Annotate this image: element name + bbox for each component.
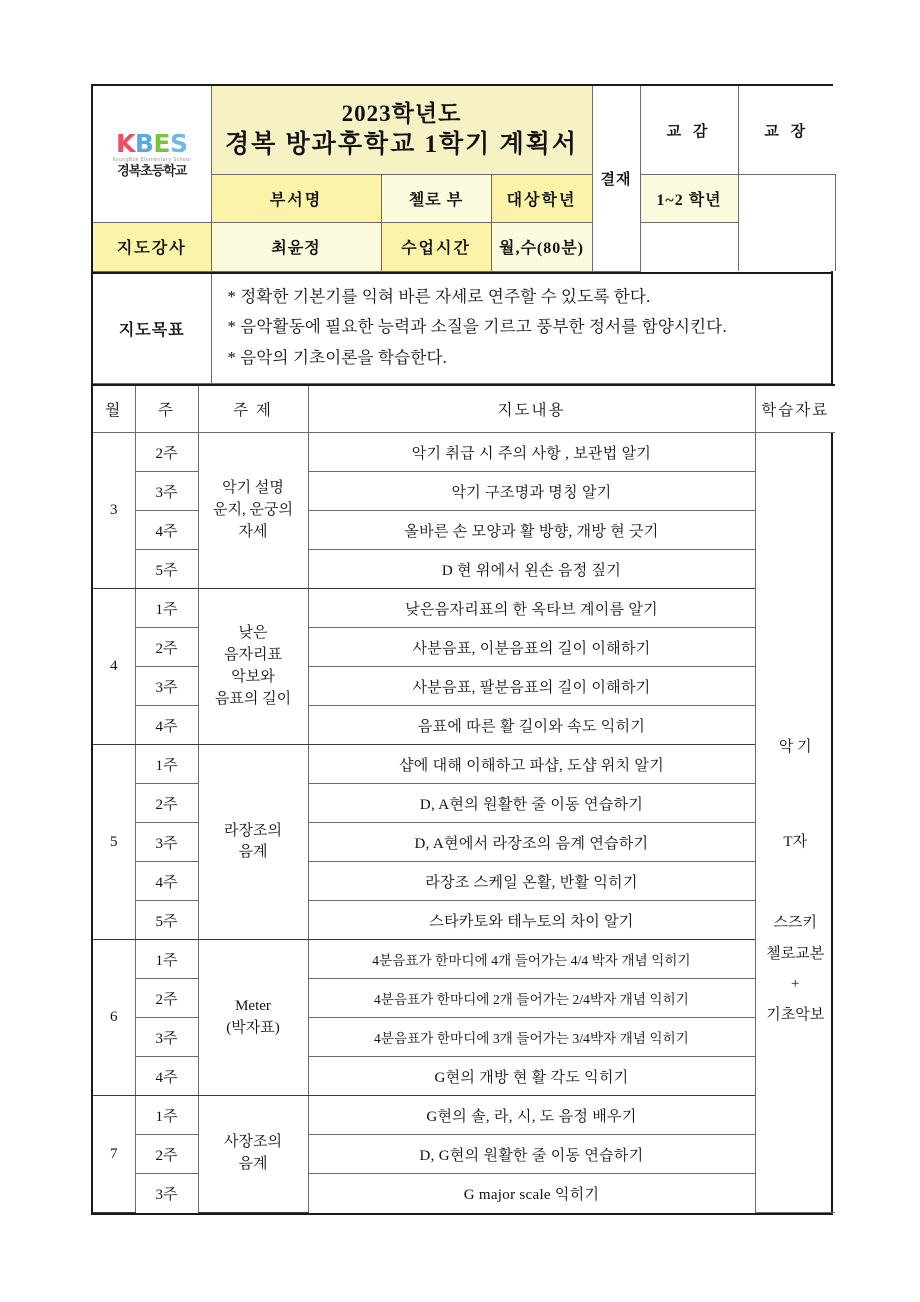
topic-cell-4: [198, 589, 308, 745]
label-instructor: 지도강사: [93, 223, 211, 271]
topic-line: (박자표): [226, 1019, 280, 1036]
week-cell: 2주: [135, 1135, 198, 1174]
goals-table: [93, 272, 831, 385]
week-cell: 3주: [135, 823, 198, 862]
column-header-topic: 주 제: [198, 385, 308, 433]
materials-cell: [755, 433, 835, 1213]
column-header-month: 월: [93, 385, 135, 433]
week-cell: 1주: [135, 745, 198, 784]
value-target-grade: 1~2 학년: [640, 175, 738, 223]
topic-line: 악기 설명: [222, 480, 284, 497]
week-cell: 3주: [135, 1018, 198, 1057]
table-row: [93, 940, 835, 979]
goals-label: 지도목표: [93, 273, 211, 384]
header-title-row: [93, 86, 835, 175]
approval-signature-vice-principal[interactable]: [738, 175, 835, 272]
topic-line: 사장조의: [224, 1134, 282, 1151]
topic-line: 악보와: [231, 668, 275, 685]
week-cell: 1주: [135, 589, 198, 628]
week-cell: 4주: [135, 862, 198, 901]
logo-korean-name: 경복초등학교: [117, 163, 187, 179]
content-cell: 사분음표, 팔분음표의 길이 이해하기: [308, 667, 755, 706]
content-cell: D, A현에서 라장조의 음계 연습하기: [308, 823, 755, 862]
goal-item-1: * 정확한 기본기를 익혀 바른 자세로 연주할 수 있도록 한다.: [227, 286, 651, 306]
goal-item-2: * 음악활동에 필요한 능력과 소질을 기르고 풍부한 정서를 함양시킨다.: [227, 317, 727, 337]
week-cell: 3주: [135, 472, 198, 511]
topic-line: 음계: [238, 844, 268, 861]
title-school-year: 2023학년도: [341, 101, 462, 126]
content-cell: 낮은음자리표의 한 옥타브 계이름 알기: [308, 589, 755, 628]
content-cell: G major scale 익히기: [308, 1174, 755, 1213]
value-class-time: 월,수(80분): [491, 223, 592, 271]
content-cell: 음표에 따른 활 길이와 속도 익히기: [308, 706, 755, 745]
topic-cell-7: [198, 1096, 308, 1213]
content-cell: 샵에 대해 이해하고 파샵, 도샵 위치 알기: [308, 745, 755, 784]
goal-item-3: * 음악의 기초이론을 학습한다.: [227, 348, 447, 368]
topic-line: 운지, 운궁의: [213, 501, 293, 518]
logo-english-name: KyungBok Elementary School: [112, 156, 192, 163]
content-cell: 라장조 스케일 온활, 반활 익히기: [308, 862, 755, 901]
column-header-materials: 학습자료: [755, 385, 835, 433]
title-main: 경복 방과후학교 1학기 계획서: [224, 130, 579, 158]
week-cell: 2주: [135, 979, 198, 1018]
table-row: [93, 1096, 835, 1135]
content-cell: 악기 구조명과 명칭 알기: [308, 472, 755, 511]
material-item: 기초악보: [766, 1007, 825, 1024]
material-item: 스즈키: [773, 914, 817, 931]
content-cell: 4분음표가 한마디에 3개 들어가는 3/4박자 개념 익히기: [308, 1018, 755, 1057]
month-cell-7: 7: [93, 1096, 135, 1213]
logo-letter-e: E: [153, 128, 170, 158]
logo-acronym: [115, 128, 188, 158]
plan-document: [91, 84, 833, 1215]
logo-letter-b: B: [134, 128, 154, 158]
column-header-week: 주: [135, 385, 198, 433]
value-instructor: 최윤정: [211, 223, 381, 271]
content-cell: 악기 취급 시 주의 사항 , 보관법 알기: [308, 433, 755, 472]
week-cell: 2주: [135, 784, 198, 823]
table-row: [93, 589, 835, 628]
week-cell: 1주: [135, 1096, 198, 1135]
content-cell: 올바른 손 모양과 활 방향, 개방 현 긋기: [308, 511, 755, 550]
plan-header-row: [93, 385, 835, 433]
material-item: 첼로교본: [766, 945, 825, 962]
document-title-cell: [211, 86, 592, 175]
topic-cell-5: [198, 745, 308, 940]
school-logo-cell: [93, 86, 211, 223]
week-cell: 2주: [135, 628, 198, 667]
topic-line: 음자리표: [224, 647, 282, 664]
label-department: 부서명: [211, 175, 381, 223]
goals-content: [211, 273, 831, 384]
month-cell-5: 5: [93, 745, 135, 940]
content-cell: 4분음표가 한마디에 2개 들어가는 2/4박자 개념 익히기: [308, 979, 755, 1018]
week-cell: 5주: [135, 550, 198, 589]
approval-label-cell: 결재: [592, 86, 640, 271]
school-logo: [93, 128, 211, 179]
week-cell: 4주: [135, 1057, 198, 1096]
label-class-time: 수업시간: [381, 223, 491, 271]
material-item: +: [791, 976, 800, 993]
info-row-2: [93, 223, 835, 271]
month-cell-3: 3: [93, 433, 135, 589]
document-header-table: [93, 86, 835, 272]
content-cell: G현의 솔, 라, 시, 도 음정 배우기: [308, 1096, 755, 1135]
topic-cell-3: [198, 433, 308, 589]
topic-line: 라장조의: [224, 822, 282, 839]
month-cell-4: 4: [93, 589, 135, 745]
column-header-content: 지도내용: [308, 385, 755, 433]
topic-line: 낮은: [238, 625, 268, 642]
material-item: 악 기: [778, 739, 812, 756]
content-cell: 스타카토와 테누토의 차이 알기: [308, 901, 755, 940]
week-cell: 3주: [135, 667, 198, 706]
content-cell: 사분음표, 이분음표의 길이 이해하기: [308, 628, 755, 667]
week-cell: 4주: [135, 706, 198, 745]
approval-column-principal: 교 장: [738, 86, 835, 175]
content-cell: D, G현의 원활한 줄 이동 연습하기: [308, 1135, 755, 1174]
table-row: [93, 433, 835, 472]
week-cell: 1주: [135, 940, 198, 979]
monthly-plan-table: [93, 384, 835, 1213]
table-row: [93, 745, 835, 784]
topic-line: 음표의 길이: [214, 690, 292, 707]
content-cell: G현의 개방 현 활 각도 익히기: [308, 1057, 755, 1096]
topic-line: 음계: [238, 1156, 268, 1173]
material-item: T자: [783, 834, 808, 851]
approval-column-vice-principal: 교 감: [640, 86, 738, 175]
month-cell-6: 6: [93, 940, 135, 1096]
label-target-grade: 대상학년: [491, 175, 592, 223]
content-cell: D 현 위에서 왼손 음정 짚기: [308, 550, 755, 589]
topic-cell-6: [198, 940, 308, 1096]
content-cell: D, A현의 원활한 줄 이동 연습하기: [308, 784, 755, 823]
logo-letter-k: K: [115, 128, 135, 158]
topic-line: 자세: [238, 523, 268, 540]
topic-line: Meter: [235, 998, 271, 1015]
value-department: 첼로 부: [381, 175, 491, 223]
goals-row: [93, 273, 831, 384]
week-cell: 2주: [135, 433, 198, 472]
week-cell: 5주: [135, 901, 198, 940]
content-cell: 4분음표가 한마디에 4개 들어가는 4/4 박자 개념 익히기: [308, 940, 755, 979]
week-cell: 3주: [135, 1174, 198, 1213]
logo-letter-s: S: [170, 128, 188, 158]
week-cell: 4주: [135, 511, 198, 550]
